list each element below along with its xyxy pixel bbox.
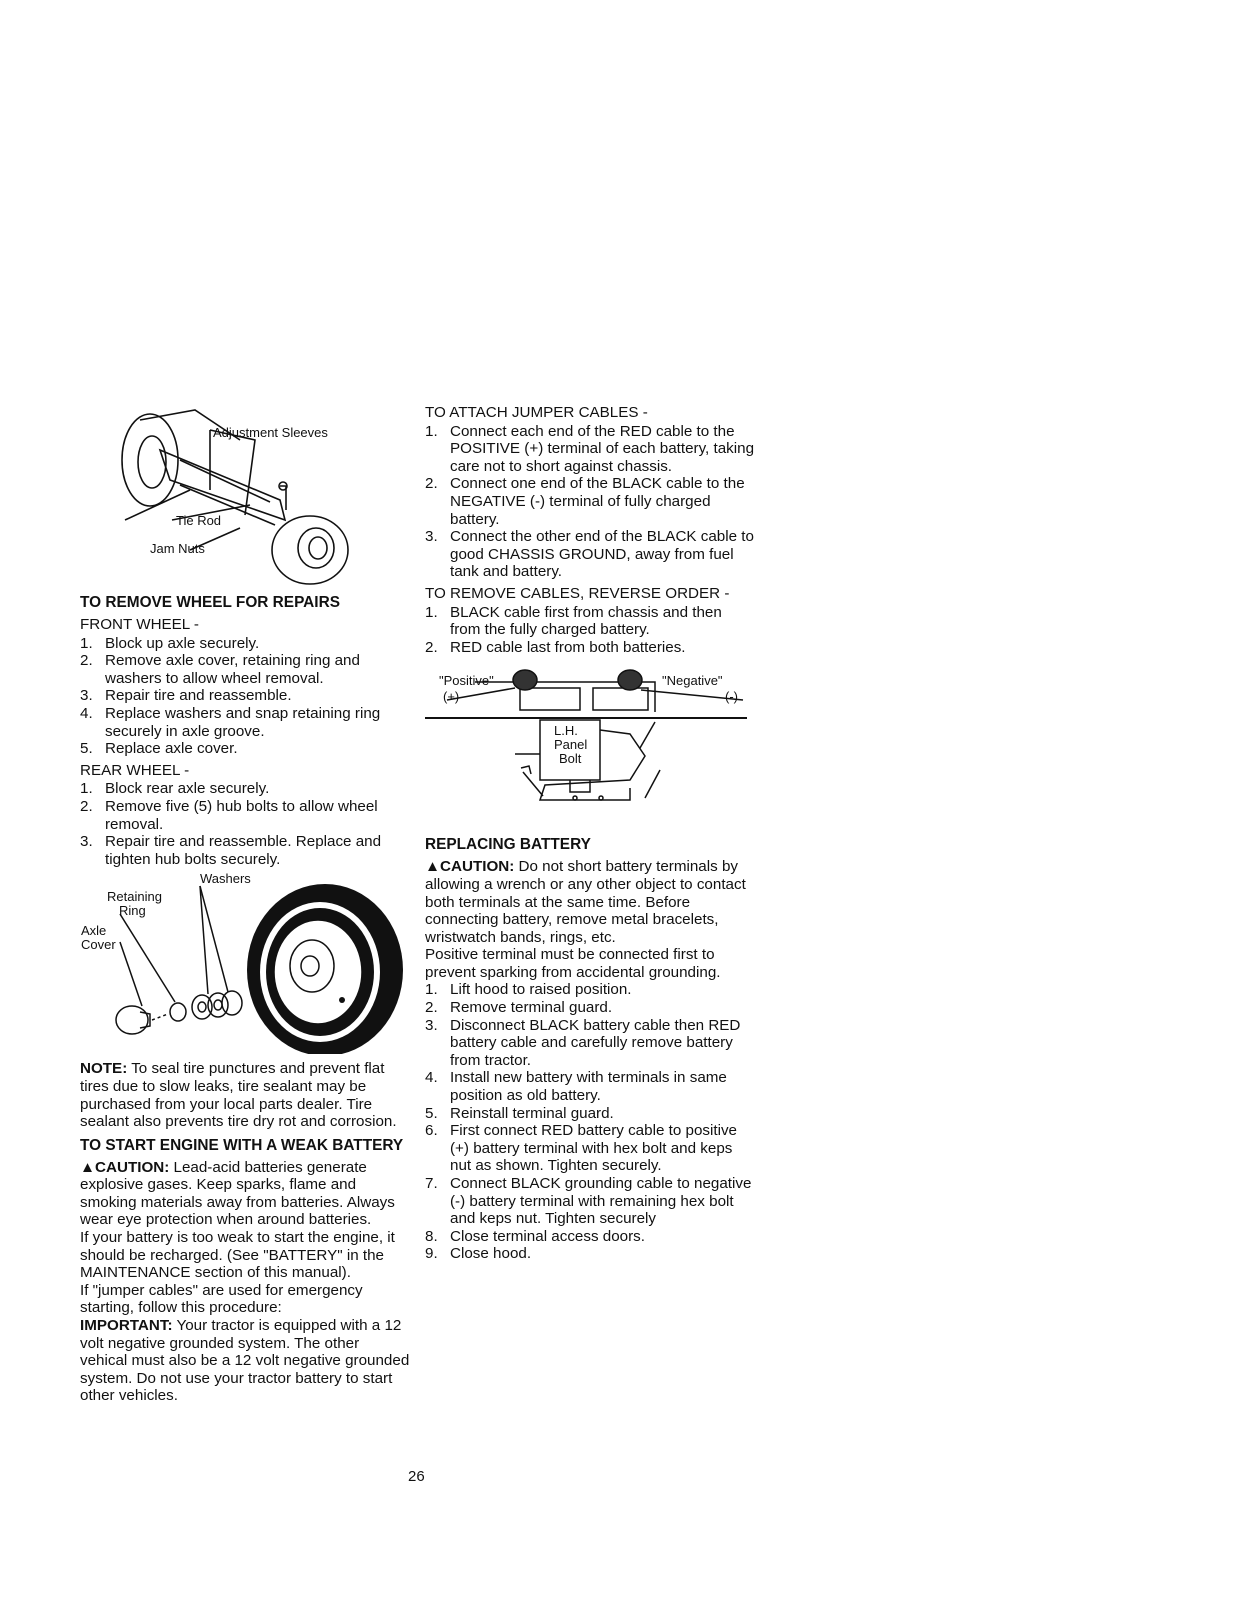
list-item: 7. Connect BLACK grounding cable to negative (-) battery terminal with remaining hex bolt and keps nut. Tighten securely [425, 1175, 752, 1228]
important-label: IMPORTANT: [80, 1317, 173, 1335]
list-item: 2. Connect one end of the BLACK cable to the NEGATIVE (-) terminal of fully charged battery. [425, 475, 745, 528]
wheel-figure [80, 872, 410, 1054]
attach-cables-label: TO ATTACH JUMPER CABLES - [425, 404, 648, 421]
jam-nuts-label: Jam Nuts [150, 541, 205, 556]
remove-cables-label: TO REMOVE CABLES, REVERSE ORDER - [425, 584, 730, 602]
remove-cables-steps [425, 604, 755, 657]
replacing-caution-paragraph: ▲CAUTION: Do not short battery terminals by allowing a wrench or any other object to contact both terminals at the same time. Before connecting battery, remove metal bracelets, wristwatch bands, rings, etc. [425, 858, 746, 946]
recharge-paragraph: If your battery is too weak to start the engine, it should be recharged. (See "BATTERY" in the MAINTENANCE section of this manual). [80, 1229, 395, 1282]
replacing-battery-steps [425, 981, 755, 1263]
minus-label: (-) [725, 689, 738, 705]
right-column [425, 400, 755, 1267]
list-item: 3. Disconnect BLACK battery cable then RED battery cable and carefully remove battery from tractor. [425, 1016, 741, 1069]
retaining-label: Retaining [107, 889, 162, 905]
bolt-label: Bolt [559, 751, 582, 767]
list-item: 6. First connect RED battery cable to positive (+) battery terminal with hex bolt and keps nut as shown. Tighten securely. [425, 1122, 737, 1175]
list-item: 1. Block rear axle securely. [80, 780, 270, 798]
caution-icon: ▲ [425, 858, 441, 876]
adjustment-sleeves-label: Adjustment Sleeves [213, 425, 328, 440]
tie-rod-label: Tie Rod [176, 513, 222, 528]
caution-icon: ▲ [80, 1158, 96, 1176]
list-item: 2. Remove terminal guard. [425, 999, 613, 1017]
caution-label: CAUTION: [440, 858, 515, 876]
list-item: 8. Close terminal access doors. [425, 1227, 645, 1245]
tie-rod-figure [80, 400, 410, 590]
list-item: 2. Remove five (5) hub bolts to allow wheel removal. [80, 797, 378, 833]
list-item: 4. Install new battery with terminals in same position as old battery. [425, 1069, 727, 1105]
list-item: 5. Reinstall terminal guard. [425, 1104, 614, 1122]
rear-wheel-label: REAR WHEEL - [80, 761, 190, 779]
list-item: 9. Close hood. [425, 1245, 532, 1263]
remove-wheel-title: TO REMOVE WHEEL FOR REPAIRS [80, 594, 340, 611]
positive-label: "Positive" [439, 673, 494, 689]
list-item: 3. Connect the other end of the BLACK cable to good CHASSIS GROUND, away from fuel tank and battery. [425, 528, 754, 581]
replacing-battery-title: REPLACING BATTERY [425, 836, 591, 854]
front-wheel-label: FRONT WHEEL - [80, 616, 199, 633]
list-item: 1. BLACK cable first from chassis and then from the fully charged battery. [425, 603, 722, 639]
list-item: 2. RED cable last from both batteries. [425, 638, 686, 656]
jumper-paragraph: If "jumper cables" are used for emergency starting, follow this procedure: [80, 1281, 363, 1317]
cover-label: Cover [81, 937, 116, 953]
list-item: 3. Repair tire and reassemble. Replace and tighten hub bolts securely. [80, 833, 382, 868]
note-label: NOTE: [80, 1060, 128, 1078]
caution-paragraph: ▲CAUTION: Lead-acid batteries generate explosive gases. Keep sparks, flame and smoking materials away from batteries. Always wear eye protection when around batteries. [80, 1158, 395, 1229]
caution-label: CAUTION: [95, 1158, 170, 1176]
rear-wheel-steps [80, 780, 410, 868]
positive-first-paragraph: Positive terminal must be connected first to prevent sparking from accidental grounding. [425, 946, 721, 981]
plus-label: (+) [443, 689, 460, 705]
weak-battery-title: TO START ENGINE WITH A WEAK BATTERY [80, 1136, 404, 1154]
list-item: 1. Connect each end of the RED cable to the POSITIVE (+) terminal of each battery, taking care not to short against chassis. [425, 422, 755, 475]
list-item: 2. Remove axle cover, retaining ring and washers to allow wheel removal. [80, 652, 360, 687]
left-column [80, 400, 410, 1405]
list-item: 1. Lift hood to raised position. [425, 981, 632, 999]
panel-label: Panel [554, 737, 588, 753]
washers-label: Washers [200, 871, 251, 887]
battery-figure [425, 660, 755, 830]
list-item: 1. Block up axle securely. [80, 634, 260, 652]
page-number: 26 [408, 1468, 425, 1485]
axle-label: Axle [81, 923, 107, 939]
note-paragraph: NOTE: To seal tire punctures and prevent flat tires due to slow leaks, tire sealant may be purchased from your local parts dealer. Tire sealant also prevents tire dry rot and corrosion. [80, 1060, 397, 1131]
important-paragraph: IMPORTANT: Your tractor is equipped with a 12 volt negative grounded system. The other vehical must also be a 12 volt negative grounded system. Do not use your tractor battery to start other vehicles. [80, 1317, 410, 1405]
attach-cables-steps [425, 423, 755, 581]
list-item: 3. Repair tire and reassemble. [80, 687, 292, 705]
list-item: 4. Replace washers and snap retaining ring securely in axle groove. [80, 704, 381, 740]
lh-label: L.H. [554, 723, 578, 739]
negative-label: "Negative" [662, 673, 723, 689]
list-item: 5. Replace axle cover. [80, 740, 238, 758]
front-wheel-steps [80, 635, 410, 758]
ring-label: Ring [119, 903, 146, 919]
